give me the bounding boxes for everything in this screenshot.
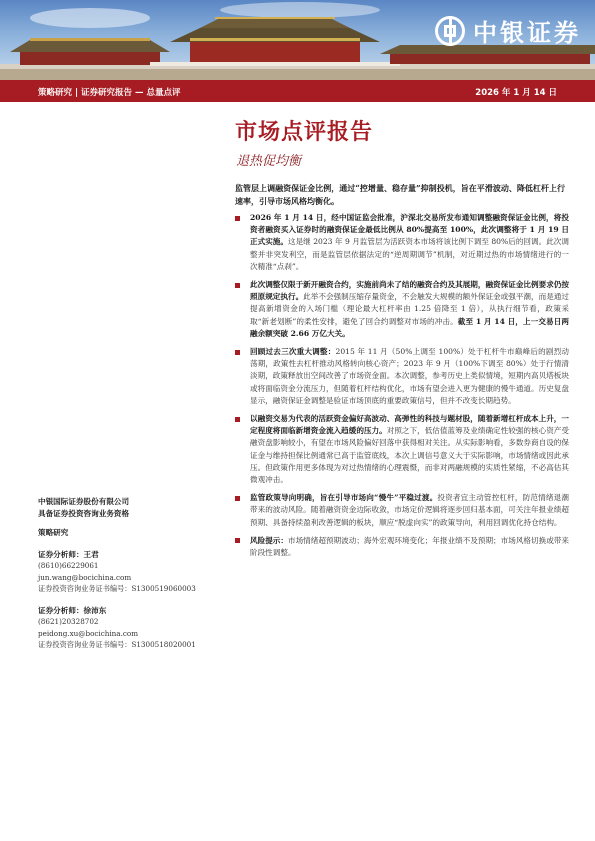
bullet-square-icon [235, 538, 240, 543]
analyst-name: 证券分析师：王君 [38, 549, 99, 559]
bullet-lead: 2026 年 1 月 14 日，经中国证监会批准，沪深北交易所发布通知调整融资保证金比例，将投资者融资买入证券时的融资保证金最低比例从 80%提高至 100%，此次调整将于 1 月 19 日正式实施。 [250, 213, 569, 247]
bullet-lead: 以融资交易为代表的活跃资金偏好高波动、高弹性的科技与题材股，随着新增杠杆成本上升，一定程度将面临新增资金流入趋缓的压力。 [250, 414, 569, 436]
org-qualification: 具备证券投资咨询业务资格 [38, 508, 130, 518]
summary-paragraph: 监管层上调融资保证金比例，通过“控增量、稳存量”抑制投机，旨在平滑波动、降低杠杆上行速率，引导市场风格均衡化。 [235, 183, 565, 206]
analyst-cert: 证券投资咨询业务证书编号：S1300518020001 [38, 640, 196, 649]
bullet-lead: 风险提示： [250, 535, 288, 545]
page-subtitle: 退热促均衡 [236, 154, 302, 169]
bullet-square-icon [235, 216, 240, 221]
bullet-square-icon [235, 417, 240, 422]
bullet-body: 对照之下，低估值蓝筹及业绩确定性较强的核心资产受融资盘影响较小，有望在市场风险偏好回落中获得相对关注。从实际影响看，多数券商自设的保证金与维持担保比例通常已高于监管底线，本次上调信号意义大于实际影响，市场情绪或因此承压。但政策作用更多体现为对过热情绪的心理震慑，而非对两融规模的实质性紧缩，不必高估其微观冲击。 [250, 426, 570, 485]
bullet-lead: 回顾过去三次重大调整： [250, 347, 336, 357]
bullet-square-icon [235, 350, 240, 355]
boc-logo-icon [435, 16, 465, 46]
bullet-item [235, 535, 569, 559]
report-date: 2026 年 1 月 14 日 [475, 88, 557, 98]
analyst-email[interactable]: jun.wang@bocichina.com [38, 572, 132, 582]
analyst-phone: (8610)66229061 [38, 561, 99, 570]
bullet-highlight: 截至 1 月 14 日，上一交易日两融余额突破 2.66 万亿大关。 [250, 316, 569, 338]
sidebar-info [38, 496, 218, 651]
section-label: 策略研究 [38, 528, 69, 537]
analyst-name: 证券分析师：徐沛东 [38, 605, 107, 615]
bullet-item [235, 212, 569, 273]
analyst-phone: (8621)20328702 [38, 617, 99, 626]
brand-logo [435, 13, 581, 48]
bullet-body: 这是继 2023 年 9 月监管层为活跃资本市场将该比例下调至 80%后的回调。此次调整并非突发利空，而是监管层依据法定的“逆周期调节”机制，对近期过热的市场情绪进行的一次精准“点刹”。 [250, 237, 569, 271]
org-name: 中银国际证券股份有限公司 [38, 497, 130, 506]
bullet-body: 市场情绪超预期波动；海外宏观环境变化；年报业绩不及预期；市场风格切换或带来阶段性调整。 [250, 535, 570, 558]
bullet-item [235, 492, 569, 529]
bullet-lead: 监管政策导向明确，旨在引导市场向“慢牛”平稳过渡。 [250, 493, 438, 503]
bullet-lead: 此次调整仅限于新开融资合约，实施前尚未了结的融资合约及其展期，融资保证金比例要求仍按照原规定执行。 [250, 280, 569, 302]
bullet-list [235, 212, 569, 565]
analyst-email[interactable]: peidong.xu@bocichina.com [38, 628, 139, 638]
report-category: 策略研究 | 证券研究报告 — 总量点评 [38, 88, 181, 98]
bullet-item [235, 346, 569, 407]
analyst-cert: 证券投资咨询业务证书编号：S1300519060003 [38, 584, 196, 593]
header-banner [0, 0, 595, 80]
bullet-item [235, 279, 569, 340]
bullet-body: 投资者宜主动管控杠杆，防范情绪退潮带来的波动风险。随着融资资金边际收敛，市场定价逻辑将逐步回归基本面，可关注年报业绩超预期、具备持续盈利改善逻辑的板块，顺应“脱虚向实”的政策导向，利用回调优化持仓结构。 [250, 493, 570, 527]
bullet-body: 此举不会强制压缩存量资金，不会触发大规模的额外保证金或强平潮，而是通过提高新增资金的入场门槛（理论最大杠杆率由 1.25 倍降至 1 倍），从执行细节看，政策采取“新老划断”的柔性安排，避免了回合约调整对市场的冲击。 [250, 292, 570, 326]
report-info-bar [0, 80, 595, 102]
bullet-square-icon [235, 283, 240, 288]
bullet-item [235, 413, 569, 486]
brand-name: 中银证券 [473, 19, 581, 47]
page-title: 市场点评报告 [235, 120, 374, 145]
bullet-body: 2015 年 11 月（50%上调至 100%）处于杠杆牛市巅峰后的剧烈动荡期，政策性去杠杆推动风格转向核心资产；2023 年 9 月（100%下调至 80%）处于行情清淡期，政策释放出空间改善了市场资金面。本次调整，参考历史上类似情境，短期内高贝塔板块或将面临资金分流压力，但随着杠杆结构优化，市场有望会进入更为健康的慢牛通道。历史复盘显示，融资保证金调整是验证市场顶底的重要政策信号，但并不改变长期趋势。 [250, 347, 570, 405]
bullet-square-icon [235, 496, 240, 501]
